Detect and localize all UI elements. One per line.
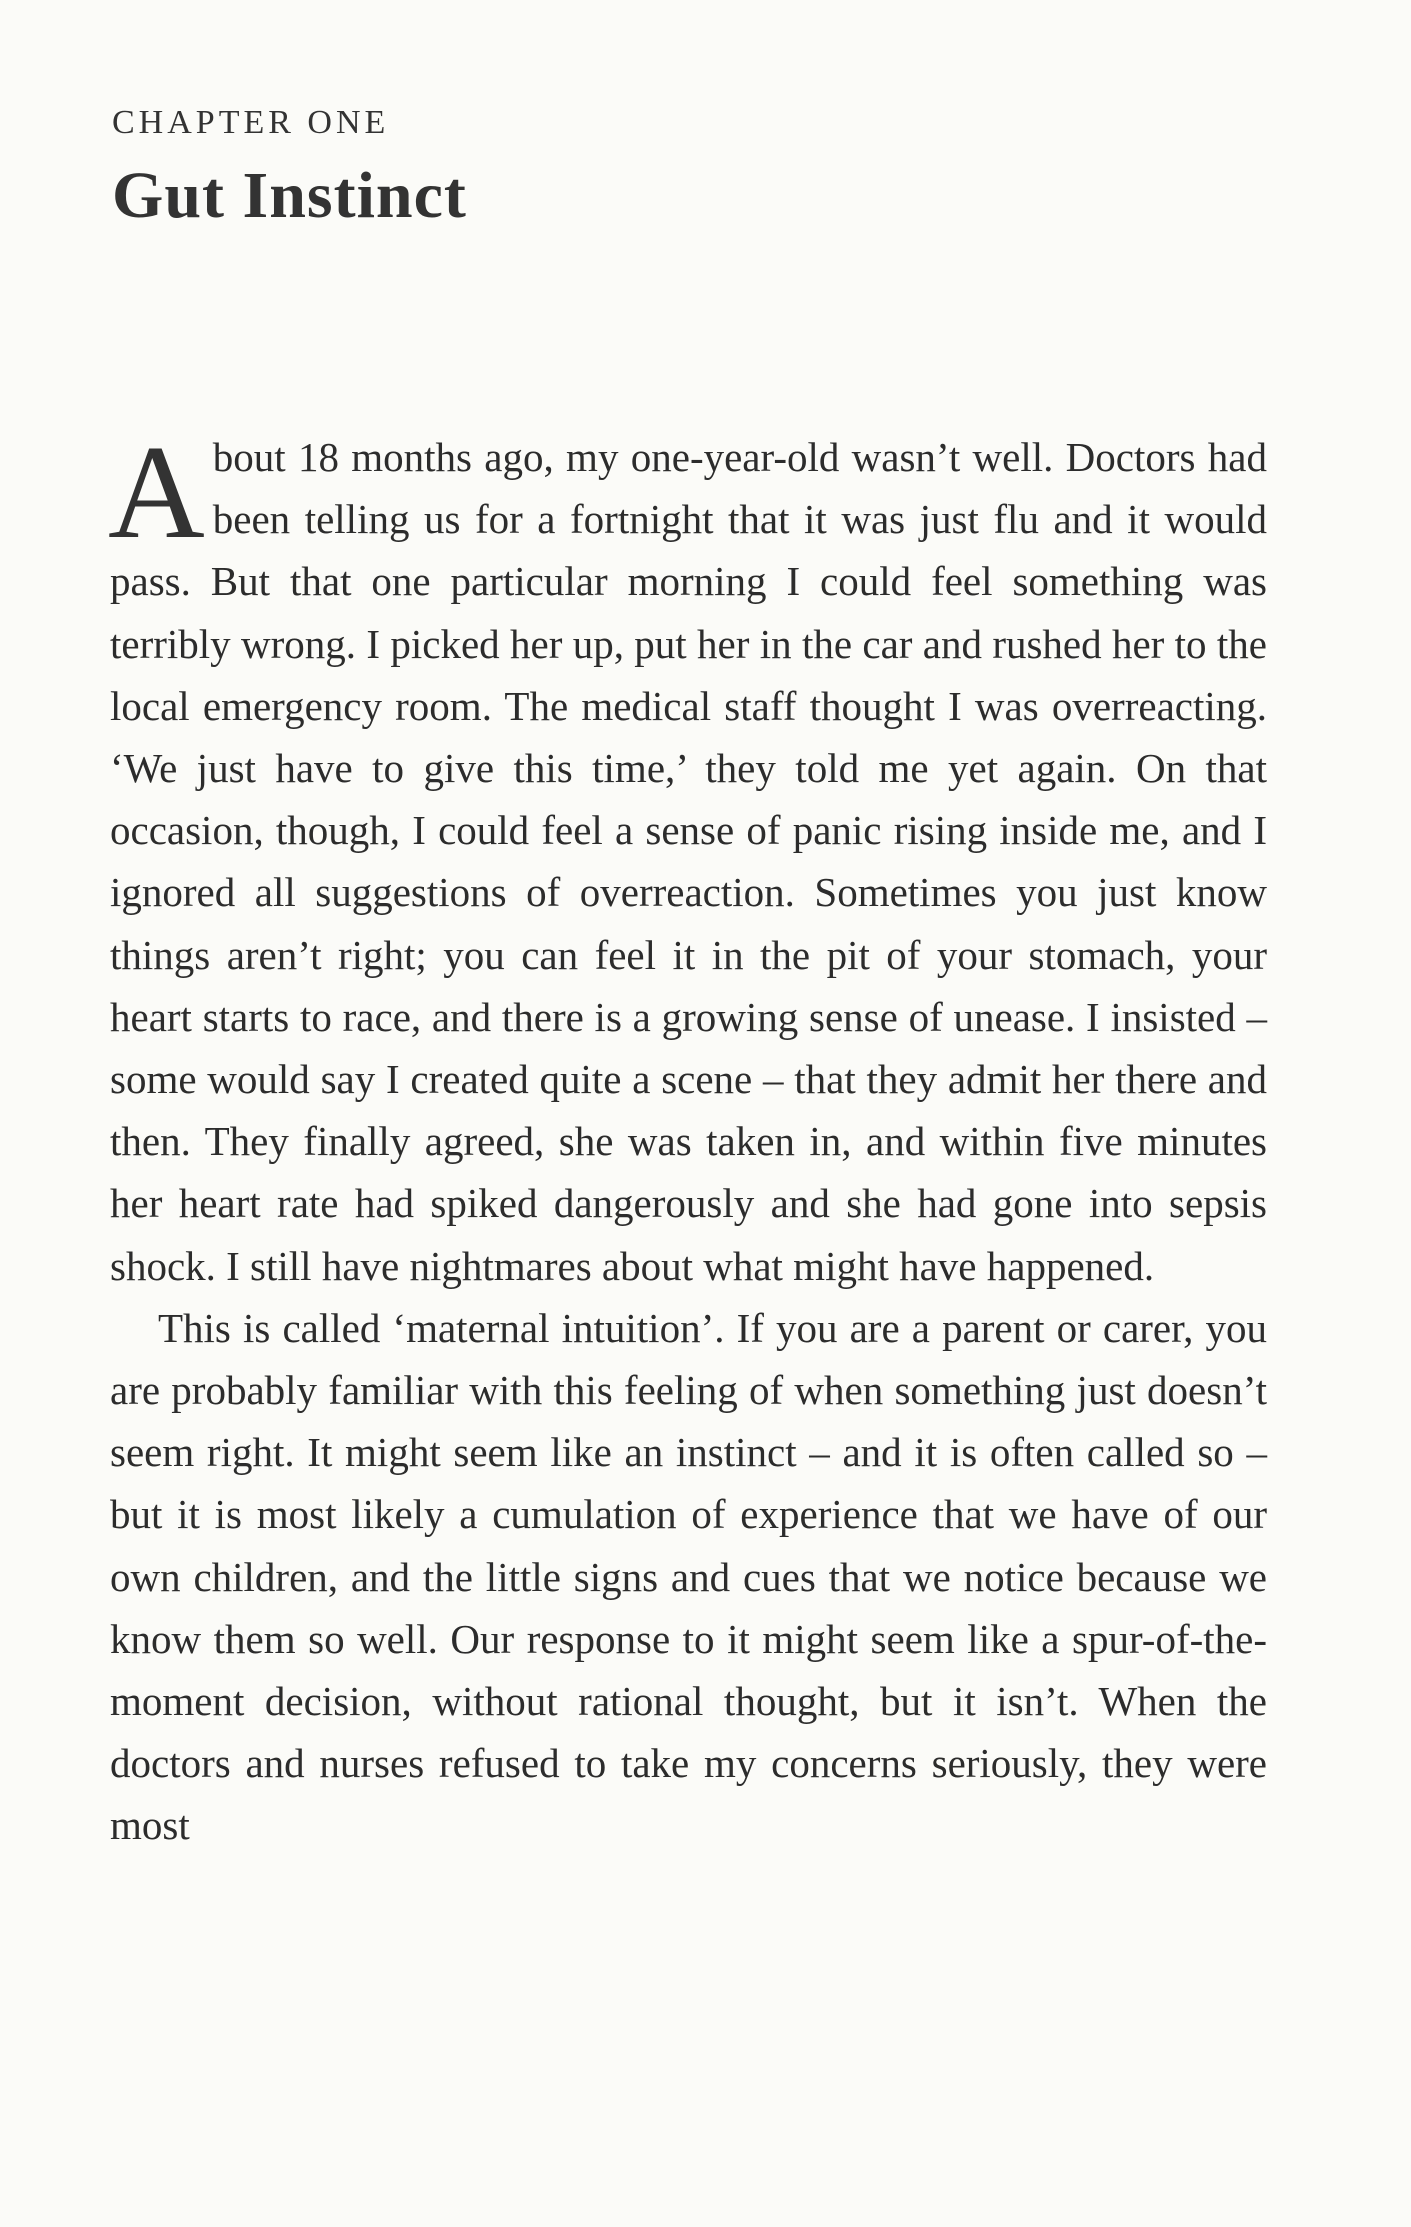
chapter-title: Gut Instinct (112, 159, 467, 232)
drop-cap: A (108, 418, 205, 566)
paragraph-1-text: bout 18 months ago, my one-year-old wasn’t well. Doctors had been telling us for a fortnight that it was just flu and it would pass. But that one particular morning I could feel something was terribly wrong. I picked her up, put her in the car and rushed her to the local emergency room. The medical staff thought I was overreacting. ‘We just have to give this time,’ they told me yet again. On that occasion, though, I could feel a sense of panic rising inside me, and I ignored all suggestions of overreaction. Sometimes you just know things aren’t right; you can feel it in the pit of your stomach, your heart starts to race, and there is a growing sense of unease. I insisted – some would say I created quite a scene – that they admit her there and then. They finally agreed, she was taken in, and within five minutes her heart rate had spiked dangerously and she had gone into sepsis shock. I still have nightmares about what might have happened. (110, 434, 1267, 1289)
chapter-label: CHAPTER ONE (112, 104, 390, 141)
chapter-body (108, 418, 1267, 1857)
paragraph-2: This is called ‘maternal intuition’. If you are a parent or carer, you are probably familiar with this feeling of when something just doesn’t seem right. It might seem like an instinct – and it is often called so – but it is most likely a cumulation of experience that we have of our own children, and the little signs and cues that we notice because we know them so well. Our response to it might seem like a spur-of-the-moment decision, without rational thought, but it isn’t. When the doctors and nurses refused to take my concerns seriously, they were most (110, 1304, 1267, 1849)
paragraph-1 (108, 418, 1267, 1297)
